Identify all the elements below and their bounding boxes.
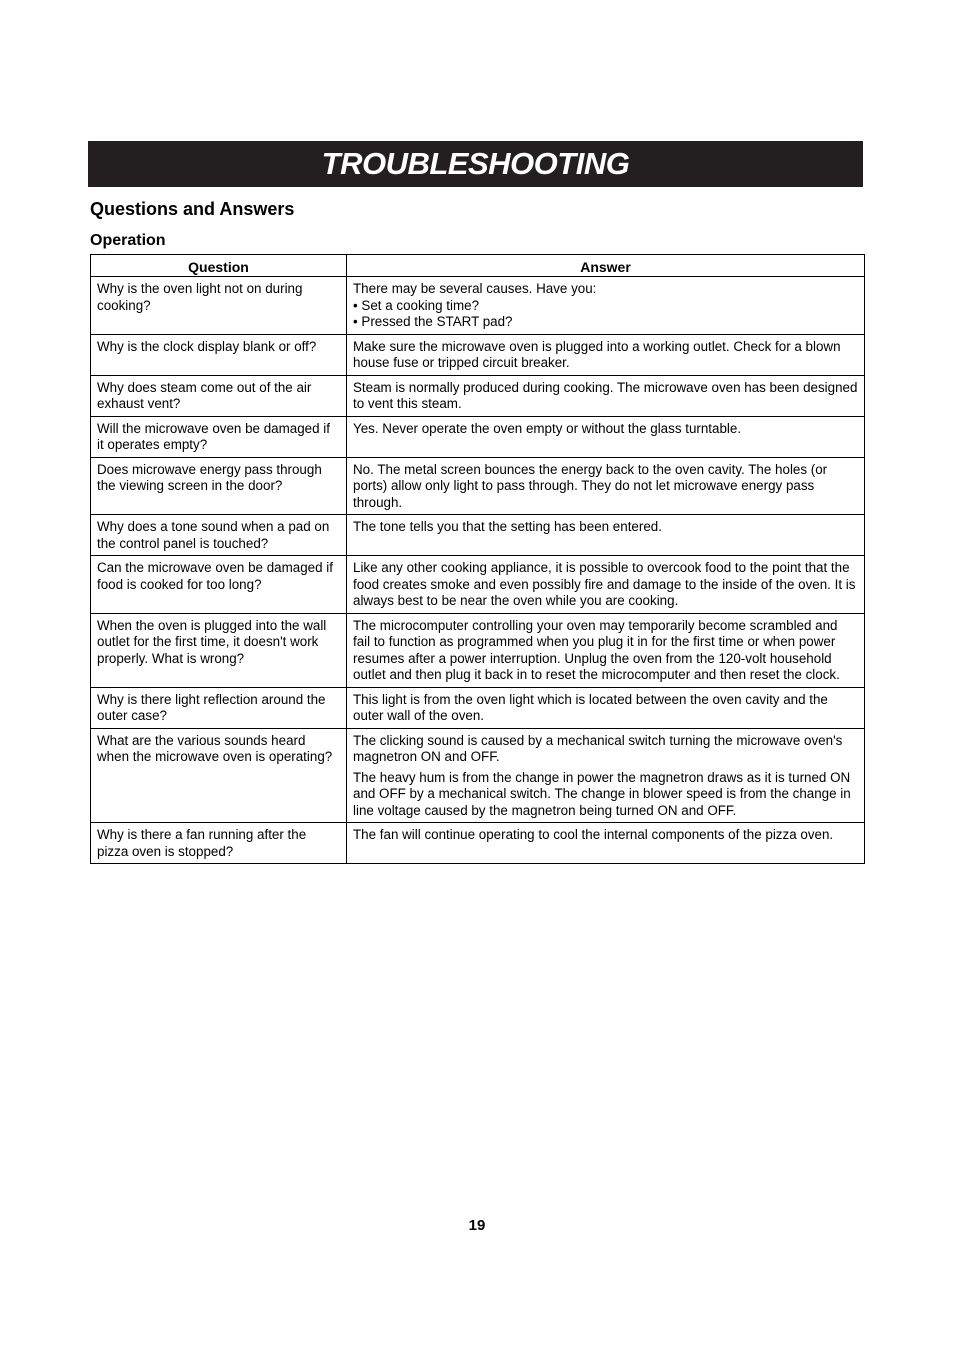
answer-cell xyxy=(347,457,865,515)
answer-paragraph: The clicking sound is caused by a mechanical switch turning the microwave oven's magnetron ON and OFF. xyxy=(353,732,843,764)
question-cell: Why does steam come out of the air exhaust vent? xyxy=(91,375,347,416)
question-cell: When the oven is plugged into the wall outlet for the first time, it doesn't work properly. What is wrong? xyxy=(91,613,347,687)
table-row xyxy=(91,334,865,375)
question-cell: Does microwave energy pass through the viewing screen in the door? xyxy=(91,457,347,515)
table-row xyxy=(91,457,865,515)
answer-paragraph: Yes. Never operate the oven empty or without the glass turntable. xyxy=(353,420,742,436)
table-row xyxy=(91,277,865,335)
question-cell: Can the microwave oven be damaged if food is cooked for too long? xyxy=(91,556,347,614)
question-cell: Will the microwave oven be damaged if it operates empty? xyxy=(91,416,347,457)
answer-cell xyxy=(347,613,865,687)
answer-paragraph: No. The metal screen bounces the energy back to the oven cavity. The holes (or ports) allow only light to pass through. They do not let microwave energy pass through. xyxy=(353,461,828,510)
answer-cell xyxy=(347,277,865,335)
column-header-question: Question xyxy=(91,255,347,277)
answer-cell xyxy=(347,416,865,457)
page-number: 19 xyxy=(468,1217,486,1234)
table-header-row xyxy=(91,255,865,277)
table-row xyxy=(91,687,865,728)
section-heading: Questions and Answers xyxy=(90,199,295,219)
answer-cell xyxy=(347,334,865,375)
table-row xyxy=(91,613,865,687)
answer-cell xyxy=(347,687,865,728)
answer-paragraph: The microcomputer controlling your oven may temporarily become scrambled and fail to function as programmed when you plug it in for the first time or when power resumes after a power interruption. Unplug the oven from the 120-volt household outlet and then plug it back in to reset the microcomputer and then reset the clock. xyxy=(353,617,840,682)
answer-cell xyxy=(347,823,865,864)
answer-paragraph: This light is from the oven light which is located between the oven cavity and the outer wall of the oven. xyxy=(353,691,828,723)
answer-paragraph: The tone tells you that the setting has been entered. xyxy=(353,519,662,534)
title-bar xyxy=(88,141,863,187)
table-row xyxy=(91,556,865,614)
question-cell: Why is there a fan running after the pizza oven is stopped? xyxy=(91,823,347,864)
answer-cell xyxy=(347,728,865,823)
answer-cell xyxy=(347,375,865,416)
table-row xyxy=(91,728,865,823)
answer-paragraph: Like any other cooking appliance, it is possible to overcook food to the point that the food creates smoke and even possibly fire and damage to the inside of the oven. It is always best to be near the oven while you are cooking. xyxy=(353,560,856,608)
table-row xyxy=(91,416,865,457)
answer-paragraph: There may be several causes. Have you: • Set a cooking time? • Pressed the START pad? xyxy=(353,281,597,329)
answer-paragraph: The heavy hum is from the change in power the magnetron draws as it is turned ON and OFF by a mechanical switch. The change in blower speed is from the change in line voltage caused by the magnetron being turned ON and OFF. xyxy=(353,769,851,818)
table-row xyxy=(91,823,865,864)
question-cell: Why is the oven light not on during cooking? xyxy=(91,277,347,335)
answer-paragraph: Steam is normally produced during cooking. The microwave oven has been designed to vent this steam. xyxy=(353,379,858,411)
page-title: TROUBLESHOOTING xyxy=(321,146,630,181)
question-cell: Why does a tone sound when a pad on the control panel is touched? xyxy=(91,515,347,556)
table-row xyxy=(91,515,865,556)
qa-table-body xyxy=(91,277,865,864)
question-cell: What are the various sounds heard when the microwave oven is operating? xyxy=(91,728,347,823)
column-header-answer: Answer xyxy=(347,255,865,277)
answer-cell xyxy=(347,556,865,614)
answer-paragraph: Make sure the microwave oven is plugged into a working outlet. Check for a blown house fuse or tripped circuit breaker. xyxy=(353,338,841,370)
answer-paragraph: The fan will continue operating to cool the internal components of the pizza oven. xyxy=(353,827,834,842)
question-cell: Why is there light reflection around the outer case? xyxy=(91,687,347,728)
sub-heading: Operation xyxy=(90,232,166,249)
question-cell: Why is the clock display blank or off? xyxy=(91,334,347,375)
qa-table xyxy=(90,254,865,864)
table-row xyxy=(91,375,865,416)
answer-cell xyxy=(347,515,865,556)
